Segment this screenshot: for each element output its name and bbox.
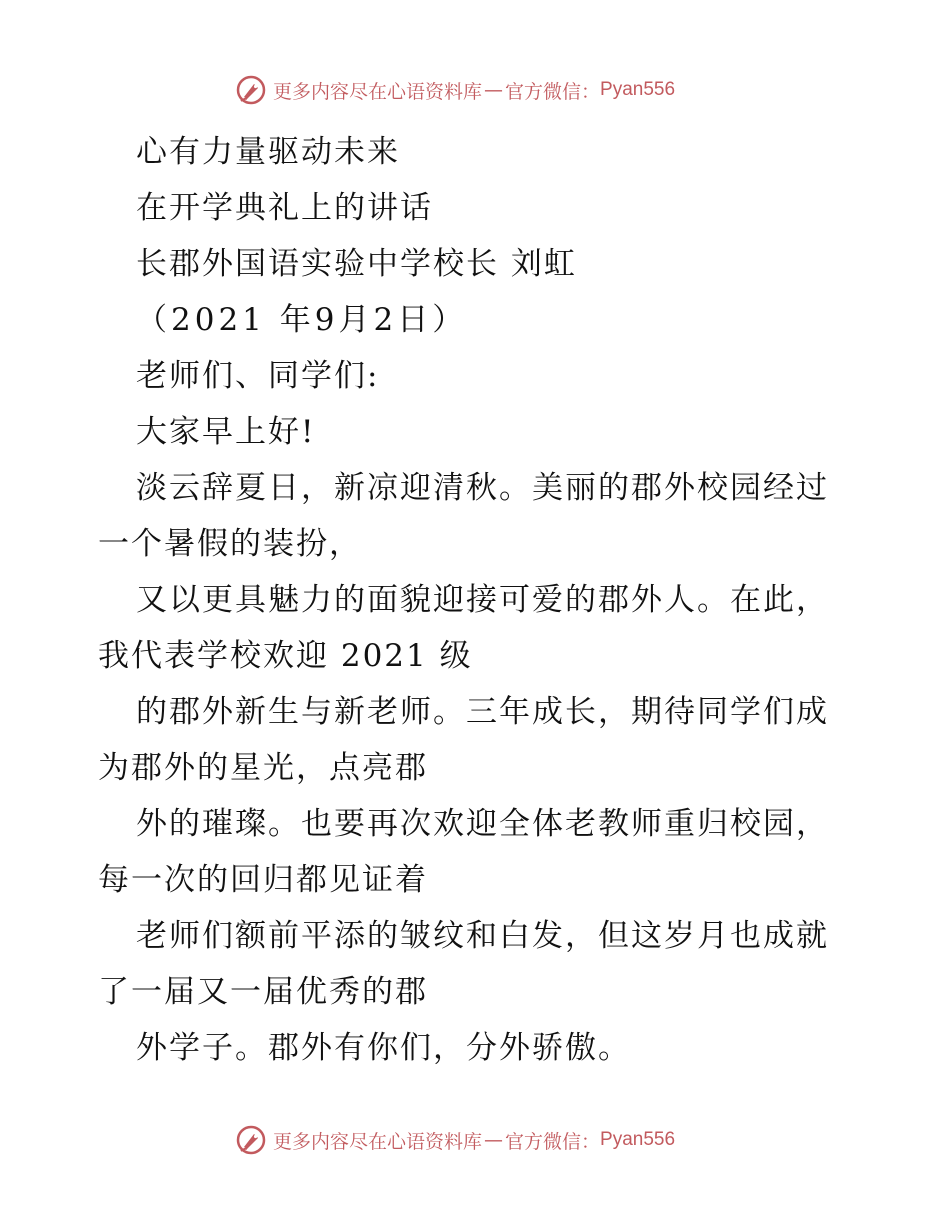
body-paragraphs [98,460,860,1076]
body-line: 外的璀璨。也要再次欢迎全体老教师重归校园， [136,806,829,842]
pen-nib-logo-icon [235,1124,267,1156]
body-line: 外学子。郡外有你们，分外骄傲。 [136,1030,631,1066]
document-greeting: 大家早上好! [136,414,316,450]
watermark-contact-label: 官方微信： [505,80,601,103]
watermark-dash: — [484,79,504,101]
body-line: 我代表学校欢迎 2021 级 [98,638,473,674]
watermark-contact-id: Pyan556 [600,1129,676,1150]
watermark-footer [235,1122,675,1158]
pen-nib-logo-icon [235,74,267,106]
document-salutation: 老师们、同学们: [136,358,380,394]
body-line: 老师们额前平添的皱纹和白发，但这岁月也成就 [136,918,829,954]
document-subtitle: 在开学典礼上的讲话 [136,190,433,226]
watermark-text: 更多内容尽在心语资料库 [273,1130,483,1153]
body-line: 每一次的回归都见证着 [98,862,428,898]
watermark-header [235,72,675,108]
body-line: 又以更具魅力的面貌迎接可爱的郡外人。在此， [136,582,829,618]
body-line: 一个暑假的装扮， [98,526,362,562]
watermark-text: 更多内容尽在心语资料库 [273,80,483,103]
document-title: 心有力量驱动未来 [136,134,400,170]
body-line: 淡云辞夏日，新凉迎清秋。美丽的郡外校园经过 [136,470,829,506]
document-author: 长郡外国语实验中学校长 刘虹 [136,246,577,282]
watermark-dash: — [484,1129,504,1151]
watermark-contact-label: 官方微信： [505,1130,601,1153]
watermark-contact-id: Pyan556 [600,79,676,100]
body-line: 为郡外的星光，点亮郡 [98,750,428,786]
document-body [98,124,860,1076]
body-line: 的郡外新生与新老师。三年成长，期待同学们成 [136,694,829,730]
body-line: 了一届又一届优秀的郡 [98,974,428,1010]
document-date: （2021 年9月2日） [136,302,468,338]
